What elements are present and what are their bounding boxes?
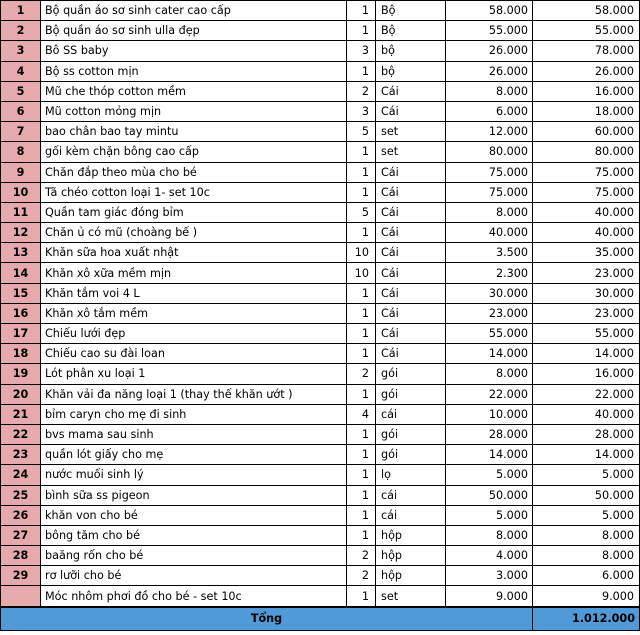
item-unit-price: 9.000: [446, 586, 533, 607]
table-row: [1, 384, 640, 404]
row-number: 27: [1, 525, 41, 545]
row-number: 24: [1, 465, 41, 485]
item-amount: 30.000: [533, 283, 640, 303]
item-quantity: 1: [347, 182, 376, 202]
table-row: [1, 81, 640, 101]
item-amount: 58.000: [533, 1, 640, 21]
item-name: bông tăm cho bé: [41, 525, 347, 545]
item-quantity: 1: [347, 223, 376, 243]
item-unit: Cái: [376, 263, 446, 283]
item-quantity: 1: [347, 303, 376, 323]
row-number: 29: [1, 566, 41, 586]
item-amount: 28.000: [533, 424, 640, 444]
table-row: [1, 243, 640, 263]
item-unit: Cái: [376, 324, 446, 344]
item-unit: gói: [376, 364, 446, 384]
item-unit-price: 2.300: [446, 263, 533, 283]
item-name: Bô SS baby: [41, 41, 347, 61]
item-quantity: 1: [347, 162, 376, 182]
item-unit-price: 8.000: [446, 202, 533, 222]
item-name: bao chân bao tay mintu: [41, 122, 347, 142]
item-unit: set: [376, 122, 446, 142]
row-number: 13: [1, 243, 41, 263]
item-quantity: 1: [347, 465, 376, 485]
item-amount: 40.000: [533, 223, 640, 243]
item-unit: bộ: [376, 61, 446, 81]
item-quantity: 1: [347, 424, 376, 444]
table-row: [1, 1, 640, 21]
item-unit: hộp: [376, 525, 446, 545]
item-amount: 6.000: [533, 566, 640, 586]
item-quantity: 5: [347, 122, 376, 142]
item-quantity: 2: [347, 81, 376, 101]
table-row: [1, 122, 640, 142]
item-amount: 35.000: [533, 243, 640, 263]
item-amount: 55.000: [533, 21, 640, 41]
item-name: bvs mama sau sinh: [41, 424, 347, 444]
item-unit-price: 23.000: [446, 303, 533, 323]
item-quantity: 1: [347, 61, 376, 81]
item-name: Khăn xô tắm mềm: [41, 303, 347, 323]
item-quantity: 1: [347, 505, 376, 525]
item-quantity: 1: [347, 485, 376, 505]
item-unit-price: 14.000: [446, 445, 533, 465]
item-unit-price: 30.000: [446, 283, 533, 303]
item-amount: 22.000: [533, 384, 640, 404]
row-number: 6: [1, 101, 41, 121]
item-name: Bộ ss cotton mịn: [41, 61, 347, 81]
item-amount: 5.000: [533, 465, 640, 485]
item-amount: 14.000: [533, 445, 640, 465]
table-row: [1, 485, 640, 505]
item-unit-price: 8.000: [446, 364, 533, 384]
item-unit-price: 5.000: [446, 465, 533, 485]
item-amount: 78.000: [533, 41, 640, 61]
table-row: [1, 324, 640, 344]
item-unit: Cái: [376, 81, 446, 101]
table-row: [1, 41, 640, 61]
item-name: quần lót giấy cho mẹ: [41, 445, 347, 465]
item-name: Khăn xô xữa mềm mịn: [41, 263, 347, 283]
item-quantity: 3: [347, 101, 376, 121]
total-label: Tổng: [1, 607, 533, 631]
item-unit: Cái: [376, 223, 446, 243]
item-quantity: 1: [347, 525, 376, 545]
item-name: Khăn sữa hoa xuất nhật: [41, 243, 347, 263]
item-amount: 14.000: [533, 344, 640, 364]
item-unit: cái: [376, 485, 446, 505]
row-number: 8: [1, 142, 41, 162]
table-row: [1, 101, 640, 121]
item-name: rơ lưỡi cho bé: [41, 566, 347, 586]
item-amount: 40.000: [533, 202, 640, 222]
item-unit-price: 58.000: [446, 1, 533, 21]
item-name: Bộ quần áo sơ sinh ulla đẹp: [41, 21, 347, 41]
item-quantity: 10: [347, 243, 376, 263]
item-unit-price: 75.000: [446, 182, 533, 202]
item-unit: Bộ: [376, 21, 446, 41]
table-row: [1, 525, 640, 545]
item-unit: bộ: [376, 41, 446, 61]
item-amount: 75.000: [533, 162, 640, 182]
table-row: [1, 546, 640, 566]
item-unit: gói: [376, 424, 446, 444]
row-number: 11: [1, 202, 41, 222]
row-number: 22: [1, 424, 41, 444]
item-quantity: 1: [347, 344, 376, 364]
item-amount: 16.000: [533, 364, 640, 384]
item-name: Chiếu lưới đẹp: [41, 324, 347, 344]
row-number: 7: [1, 122, 41, 142]
item-quantity: 5: [347, 202, 376, 222]
item-unit: set: [376, 142, 446, 162]
item-amount: 50.000: [533, 485, 640, 505]
item-unit-price: 10.000: [446, 404, 533, 424]
table-row: [1, 505, 640, 525]
row-number: 23: [1, 445, 41, 465]
row-number: 4: [1, 61, 41, 81]
item-unit-price: 26.000: [446, 61, 533, 81]
table-row: [1, 61, 640, 81]
item-quantity: 1: [347, 445, 376, 465]
row-number: 10: [1, 182, 41, 202]
item-quantity: 1: [347, 586, 376, 607]
item-name: Chăn ủ có mũ (choàng bế ): [41, 223, 347, 243]
table-row: [1, 202, 640, 222]
item-name: nước muối sinh lý: [41, 465, 347, 485]
item-quantity: 1: [347, 283, 376, 303]
item-amount: 40.000: [533, 404, 640, 424]
item-name: Chiếu cao su đài loan: [41, 344, 347, 364]
item-unit-price: 8.000: [446, 525, 533, 545]
item-amount: 18.000: [533, 101, 640, 121]
item-name: gối kèm chặn bông cao cấp: [41, 142, 347, 162]
row-number: 1: [1, 1, 41, 21]
table-row: [1, 303, 640, 323]
item-amount: 60.000: [533, 122, 640, 142]
item-unit: cái: [376, 505, 446, 525]
item-unit: hộp: [376, 566, 446, 586]
item-amount: 23.000: [533, 263, 640, 283]
item-name: baăng rốn cho bé: [41, 546, 347, 566]
row-number: 9: [1, 162, 41, 182]
item-unit-price: 3.000: [446, 566, 533, 586]
item-unit-price: 22.000: [446, 384, 533, 404]
item-unit-price: 40.000: [446, 223, 533, 243]
row-number: 25: [1, 485, 41, 505]
item-quantity: 1: [347, 142, 376, 162]
item-quantity: 10: [347, 263, 376, 283]
item-name: Khăn tắm voi 4 L: [41, 283, 347, 303]
item-unit: gói: [376, 384, 446, 404]
item-unit-price: 3.500: [446, 243, 533, 263]
item-name: Khăn vải đa năng loại 1 (thay thế khăn ướt ): [41, 384, 347, 404]
table-row: [1, 404, 640, 424]
table-row: [1, 344, 640, 364]
table-row: [1, 424, 640, 444]
row-number: 17: [1, 324, 41, 344]
row-number: 15: [1, 283, 41, 303]
row-number: 16: [1, 303, 41, 323]
row-number: 2: [1, 21, 41, 41]
item-quantity: 1: [347, 324, 376, 344]
row-number: 28: [1, 546, 41, 566]
table-row: [1, 142, 640, 162]
item-name: bình sữa ss pigeon: [41, 485, 347, 505]
item-unit-price: 6.000: [446, 101, 533, 121]
total-value: 1.012.000: [533, 607, 640, 631]
item-unit-price: 28.000: [446, 424, 533, 444]
item-name: Móc nhôm phơi đồ cho bé - set 10c: [41, 586, 347, 607]
table-row: [1, 162, 640, 182]
item-quantity: 2: [347, 364, 376, 384]
item-unit-price: 75.000: [446, 162, 533, 182]
item-name: bỉm caryn cho mẹ đi sinh: [41, 404, 347, 424]
item-unit: Cái: [376, 303, 446, 323]
table-row: [1, 566, 640, 586]
item-amount: 80.000: [533, 142, 640, 162]
item-name: Bộ quần áo sơ sinh cater cao cấp: [41, 1, 347, 21]
table-row: [1, 263, 640, 283]
item-name: Chăn đắp theo mùa cho bé: [41, 162, 347, 182]
row-number: 3: [1, 41, 41, 61]
item-unit: gói: [376, 445, 446, 465]
item-unit-price: 5.000: [446, 505, 533, 525]
item-unit: hộp: [376, 546, 446, 566]
table-row: [1, 21, 640, 41]
item-unit-price: 55.000: [446, 21, 533, 41]
table-row: [1, 364, 640, 384]
row-number: 5: [1, 81, 41, 101]
item-unit: Cái: [376, 182, 446, 202]
item-amount: 5.000: [533, 505, 640, 525]
row-number: 21: [1, 404, 41, 424]
item-quantity: 2: [347, 566, 376, 586]
item-amount: 8.000: [533, 546, 640, 566]
item-unit-price: 80.000: [446, 142, 533, 162]
table-row: [1, 223, 640, 243]
item-quantity: 1: [347, 1, 376, 21]
item-quantity: 3: [347, 41, 376, 61]
table-row: [1, 283, 640, 303]
row-number: 20: [1, 384, 41, 404]
item-amount: 75.000: [533, 182, 640, 202]
item-quantity: 1: [347, 21, 376, 41]
row-number: 12: [1, 223, 41, 243]
item-name: Lót phân xu loại 1: [41, 364, 347, 384]
item-unit-price: 55.000: [446, 324, 533, 344]
row-number: 19: [1, 364, 41, 384]
item-amount: 23.000: [533, 303, 640, 323]
item-name: Tã chéo cotton loại 1- set 10c: [41, 182, 347, 202]
item-unit: Cái: [376, 101, 446, 121]
item-quantity: 4: [347, 404, 376, 424]
item-unit: Bộ: [376, 1, 446, 21]
item-amount: 8.000: [533, 525, 640, 545]
item-unit-price: 4.000: [446, 546, 533, 566]
item-name: khăn von cho bé: [41, 505, 347, 525]
row-number: [1, 586, 41, 607]
item-unit-price: 8.000: [446, 81, 533, 101]
item-quantity: 2: [347, 546, 376, 566]
item-unit: Cái: [376, 283, 446, 303]
item-name: Mũ che thóp cotton mềm: [41, 81, 347, 101]
item-amount: 9.000: [533, 586, 640, 607]
item-unit: set: [376, 586, 446, 607]
item-amount: 16.000: [533, 81, 640, 101]
item-unit: cái: [376, 404, 446, 424]
item-unit-price: 50.000: [446, 485, 533, 505]
table-row: [1, 182, 640, 202]
item-unit: Cái: [376, 162, 446, 182]
row-number: 18: [1, 344, 41, 364]
item-unit-price: 26.000: [446, 41, 533, 61]
item-amount: 55.000: [533, 324, 640, 344]
item-unit: Cái: [376, 202, 446, 222]
row-number: 14: [1, 263, 41, 283]
row-number: 26: [1, 505, 41, 525]
total-row: [1, 607, 640, 631]
item-quantity: 1: [347, 384, 376, 404]
table-row: [1, 586, 640, 607]
table-row: [1, 465, 640, 485]
item-name: Quần tam giác đóng bỉm: [41, 202, 347, 222]
item-unit: Cái: [376, 344, 446, 364]
item-unit: Cái: [376, 243, 446, 263]
item-unit-price: 14.000: [446, 344, 533, 364]
item-unit-price: 12.000: [446, 122, 533, 142]
item-name: Mũ cotton mỏng mịn: [41, 101, 347, 121]
item-unit: lọ: [376, 465, 446, 485]
table-body: [1, 1, 640, 607]
item-amount: 26.000: [533, 61, 640, 81]
table-row: [1, 445, 640, 465]
